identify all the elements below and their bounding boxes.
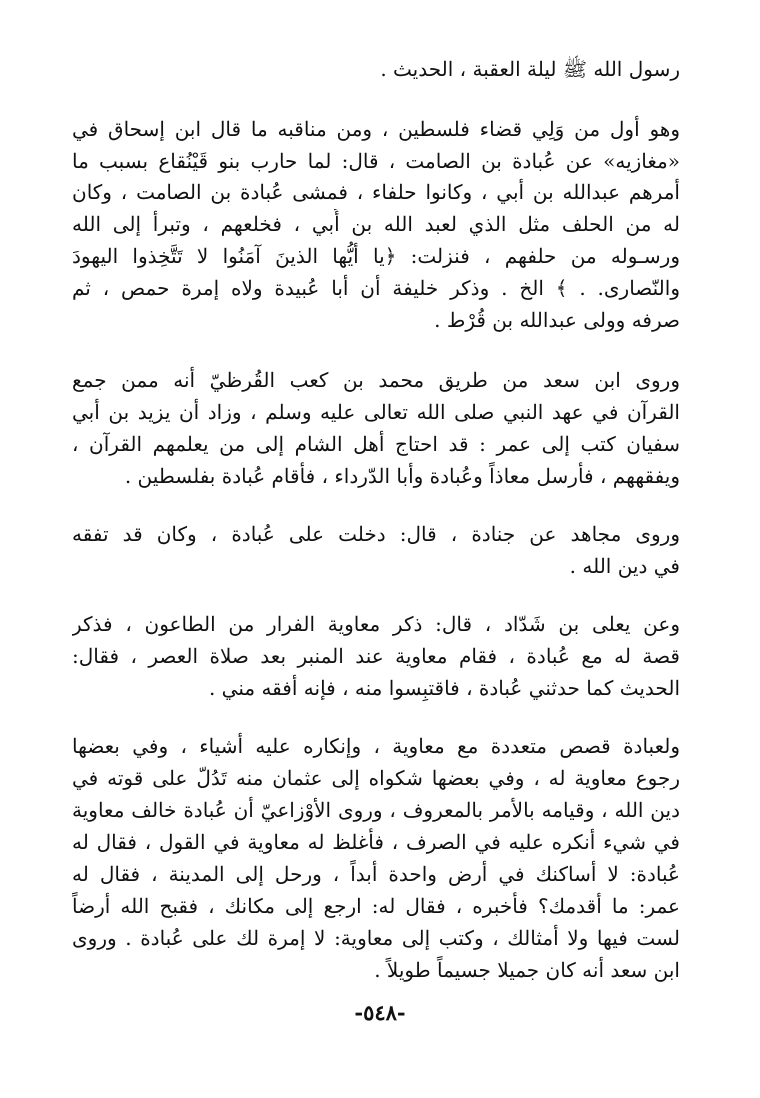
- text-line: عمر: ما أقدمك؟ فأخبره ، فقال له: ارجع إلى مكانك ، فقبح الله أرضاً: [72, 894, 680, 918]
- text-line: قصة له مع عُبادة ، فقام معاوية عند المنبر بعد صلاة العصر ، فقال:: [72, 644, 680, 668]
- text-line: دين الله ، وقيامه بالأمر بالمعروف ، وروى الأوْزاعيّ أن عُبادة خالف معاوية: [72, 798, 680, 822]
- text-line: ابن سعد أنه كان جميلا جسيماً طويلاً .: [374, 958, 680, 982]
- text-line: ويفقههم ، فأرسل معاذاً وعُبادة وأبا الدّرداء ، فأقام عُبادة بفلسطين .: [124, 464, 680, 488]
- text-line: وعن يعلى بن شَدّاد ، قال: ذكر معاوية الفرار من الطاعون ، فذكر: [72, 612, 680, 636]
- text-line: وروى ابن سعد من طريق محمد بن كعب القُرظيّ أنه ممن جمع: [72, 368, 680, 392]
- text-line: رجوع معاوية له ، وفي بعضها شكواه إلى عثمان منه تَدُلّ على قوته في: [72, 766, 680, 790]
- text-line: وهو أول من وَلِي قضاء فلسطين ، ومن مناقبه ما قال ابن إسحاق في: [72, 117, 680, 141]
- text-line: أمرهم عبدالله بن أبي ، وكانوا حلفاء ، فمشى عُبادة بن الصامت ، وكان: [72, 180, 680, 204]
- text-line: له من الحلف مثل الذي لعبد الله بن أُبي ، فخلعهم ، وتبرأ إلى الله: [72, 212, 680, 236]
- text-line: سفيان كتب إلى عمر : قد احتاج أهل الشام إلى من يعلمهم القرآن ،: [72, 432, 680, 456]
- text-line: وروى مجاهد عن جنادة ، قال: دخلت على عُبادة ، وكان قد تفقه: [72, 522, 680, 546]
- text-line: القرآن في عهد النبي صلى الله تعالى عليه وسلم ، وزاد أن يزيد بن أبي: [72, 400, 680, 424]
- text-line: والنّصارى. . ﴾ الخ . وذكر خليفة أن أبا عُبيدة ولاه إمرة حمص ، ثم: [72, 276, 680, 300]
- text-line: عُبادة: لا أساكنك في أرض واحدة أبداً ، ورحل إلى المدينة ، فقال له: [72, 862, 680, 886]
- text-line: لست فيها ولا أمثالك ، وكتب إلى معاوية: لا إمرة لك على عُبادة . وروى: [72, 926, 680, 950]
- text-line: الحديث كما حدثني عُبادة ، فاقتبِسوا منه ، فإنه أفقه مني .: [208, 676, 680, 700]
- text-line: صرفه وولى عبدالله بن قُرْط .: [434, 308, 680, 332]
- text-line: ولعبادة قصص متعددة مع معاوية ، وإنكاره عليه أشياء ، وفي بعضها: [72, 734, 680, 758]
- text-line: في شيء أنكره عليه في الصرف ، فأغلظ له معاوية في القول ، فقال له: [72, 830, 680, 854]
- page-number: -٥٤٨-: [354, 1000, 406, 1025]
- text-line: ورسـوله من حلفهم ، فنزلت: ﴿يا أيُّها الذينَ آمَنُوا لا تَتَّخِذوا اليهودَ: [72, 244, 680, 268]
- text-line: في دين الله .: [569, 554, 680, 578]
- text-line: رسول الله ﷺ ليلة العقبة ، الحديث .: [380, 57, 680, 81]
- text-line: «مغازيه» عن عُبادة بن الصامت ، قال: لما حارب بنو قَيْنُقاع بسبب ما: [72, 149, 680, 173]
